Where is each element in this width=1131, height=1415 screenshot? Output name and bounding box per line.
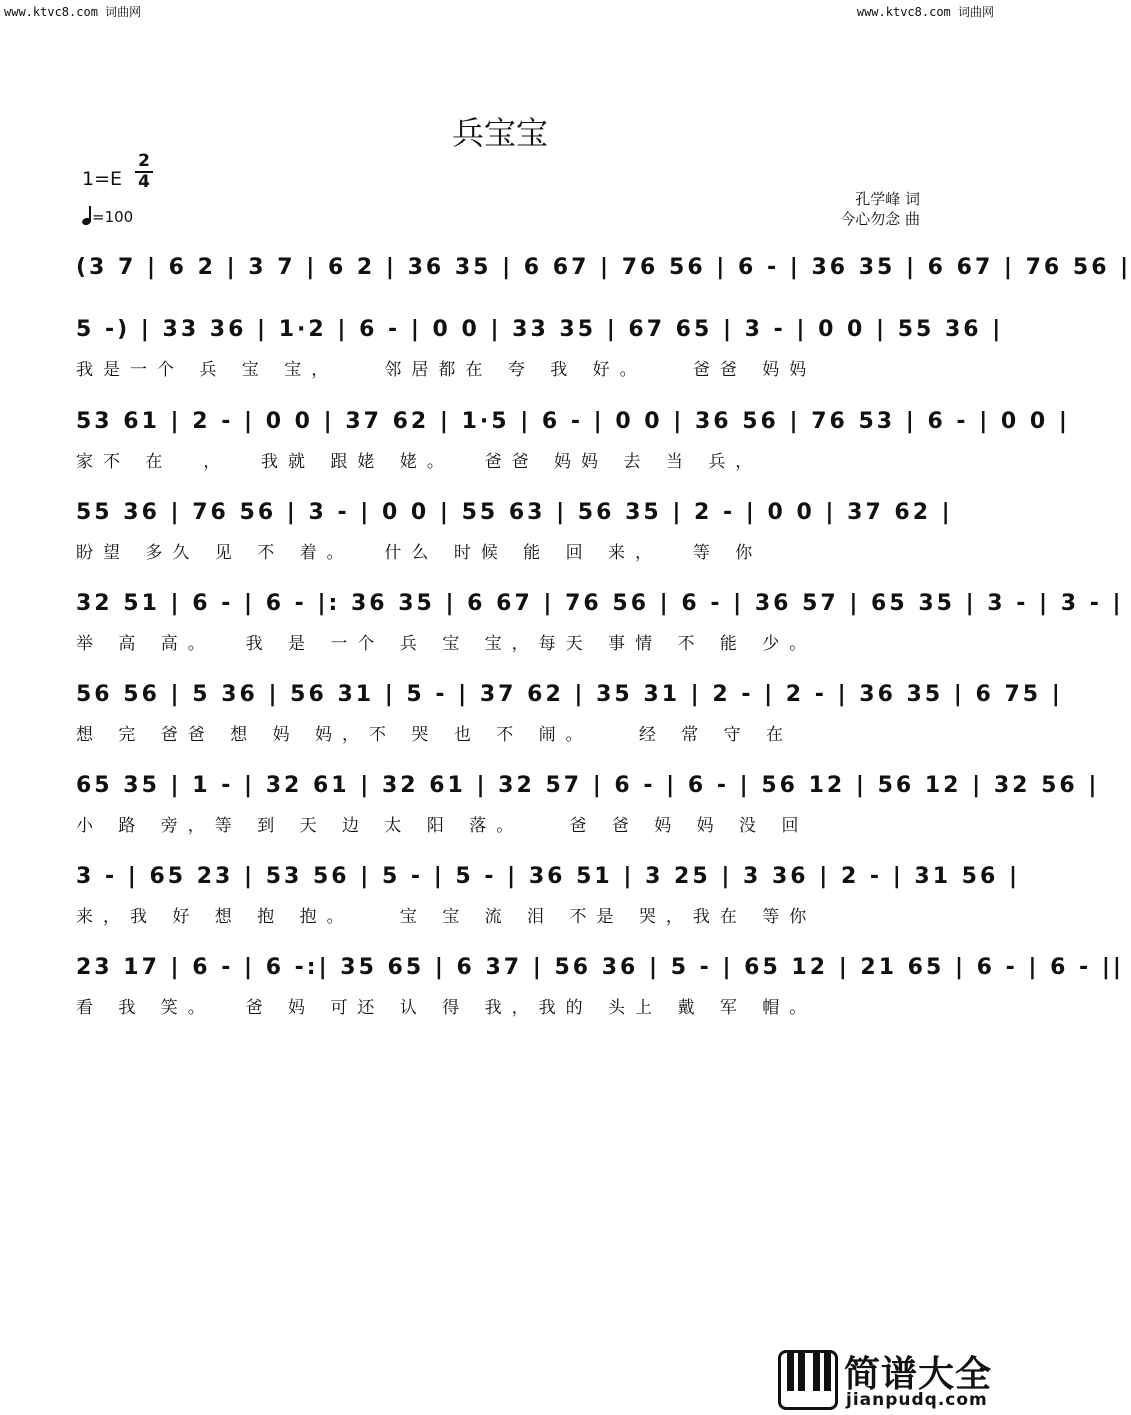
lyrics-line: 举 高 高。 我 是 一个 兵 宝 宝，每天 事情 不 能 少。: [76, 634, 817, 654]
notation-line: 55 36 | 76 56 | 3 - | 0 0 | 55 63 | 56 35 | 2 - | 0 0 | 37 62 |: [76, 500, 953, 525]
time-signature-top: 2: [138, 151, 150, 171]
lyrics-line: 小 路 旁，等 到 天 边 太 阳 落。 爸 爸 妈 妈 没 回: [76, 816, 809, 836]
song-title: 兵宝宝: [451, 114, 548, 152]
lyrics-line: 盼望 多久 见 不 着。 什么 时候 能 回 来， 等 你: [76, 543, 763, 563]
time-signature-bottom: 4: [138, 172, 150, 192]
notation-line: (3 7 | 6 2 | 3 7 | 6 2 | 36 35 | 6 67 | 76 56 | 6 - | 36 35 | 6 67 | 76 56 |: [76, 255, 1131, 280]
logo-url: jianpudq.com: [846, 1390, 988, 1410]
lyricist-credit: 孔学峰 词: [855, 190, 920, 208]
notation-line: 5 -) | 33 36 | 1·2 | 6 - | 0 0 | 33 35 | 67 65 | 3 - | 0 0 | 55 36 |: [76, 317, 1004, 342]
lyrics-line: 家不 在 ， 我就 跟姥 姥。 爸爸 妈妈 去 当 兵，: [76, 452, 763, 472]
lyrics-line: 想 完 爸爸 想 妈 妈，不 哭 也 不 闹。 经 常 守 在: [76, 725, 794, 745]
notation-line: 56 56 | 5 36 | 56 31 | 5 - | 37 62 | 35 31 | 2 - | 2 - | 36 35 | 6 75 |: [76, 682, 1063, 707]
notation-line: 23 17 | 6 - | 6 -:| 35 65 | 6 37 | 56 36 | 5 - | 65 12 | 21 65 | 6 - | 6 - ||: [76, 955, 1124, 980]
notation-line: 65 35 | 1 - | 32 61 | 32 61 | 32 57 | 6 - | 6 - | 56 12 | 56 12 | 32 56 |: [76, 773, 1100, 798]
lyrics-line: 来，我 好 想 抱 抱。 宝 宝 流 泪 不是 哭，我在 等你: [76, 907, 817, 927]
logo-name: 简谱大全: [844, 1354, 993, 1395]
notation-line: 53 61 | 2 - | 0 0 | 37 62 | 1·5 | 6 - | 0 0 | 36 56 | 76 53 | 6 - | 0 0 |: [76, 409, 1070, 434]
piano-keys-icon: [778, 1350, 838, 1410]
lyrics-line: 我是一个 兵 宝 宝， 邻居都在 夸 我 好。 爸爸 妈妈: [76, 360, 817, 380]
site-logo: [778, 1346, 1000, 1415]
tempo-marking: [82, 207, 133, 226]
lyrics-line: 看 我 笑。 爸 妈 可还 认 得 我，我的 头上 戴 军 帽。: [76, 998, 817, 1018]
key-signature: 1=E: [82, 168, 123, 190]
notation-line: 32 51 | 6 - | 6 - |: 36 35 | 6 67 | 76 56 | 6 - | 36 57 | 65 35 | 3 - | 3 - |: [76, 591, 1124, 616]
tempo-value: =100: [92, 208, 134, 226]
site-watermark-left: www.ktvc8.com 词曲网: [4, 5, 142, 19]
quarter-note-icon: [82, 207, 92, 225]
site-watermark-right: www.ktvc8.com 词曲网: [856, 5, 994, 19]
time-signature: [135, 152, 153, 192]
notation-line: 3 - | 65 23 | 53 56 | 5 - | 5 - | 36 51 | 3 25 | 3 36 | 2 - | 31 56 |: [76, 864, 1020, 889]
composer-credit: 今心勿念 曲: [840, 210, 920, 228]
